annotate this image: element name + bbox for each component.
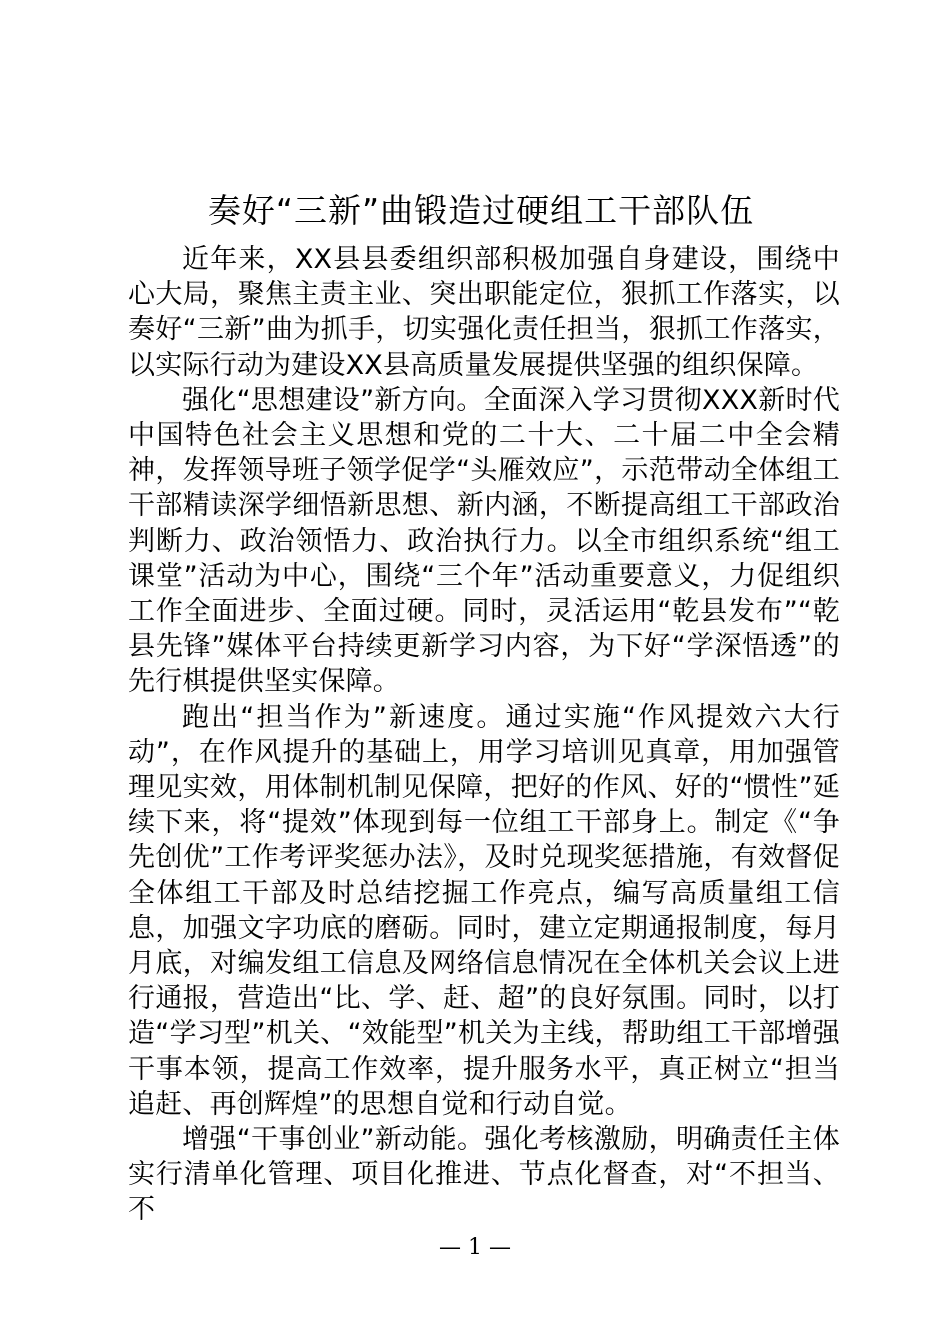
paragraph-entrepreneurship: 增强“干事创业”新动能。强化考核激励，明确责任主体实行清单化管理、项目化推进、节点化督查，对“不担当、不: [128, 1124, 840, 1226]
document-title: 奏好“三新”曲锻造过硬组工干部队伍: [207, 191, 755, 230]
document-body: [128, 242, 840, 1228]
paragraph-responsibility: 跑出“担当作为”新速度。通过实施“作风提效六大行动”，在作风提升的基础上，用学习培训见真章，用加强管理见实效，用体制机制见保障，把好的作风、好的“惯性”延续下来，将“提效”体现到每一位组工干部身上。制定《“争先创优”工作考评奖惩办法》，及时兑现奖惩措施，有效督促全体组工干部及时总结挖掘工作亮点，编写高质量组工信息，加强文字功底的磨砺。同时，建立定期通报制度，每月月底，对编发组工信息及网络信息情况在全体机关会议上进行通报，营造出“比、学、赶、超”的良好氛围。同时，以打造“学习型”机关、“效能型”机关为主线，帮助组工干部增强干事本领，提高工作效率，提升服务水平，真正树立“担当追赶、再创辉煌”的思想自觉和行动自觉。: [128, 701, 840, 1120]
page-number: — 1 —: [439, 1235, 511, 1260]
paragraph-thought-building: 强化“思想建设”新方向。全面深入学习贯彻XXX新时代中国特色社会主义思想和党的二十大、二十届二中全会精神，发挥领导班子领学促学“头雁效应”，示范带动全体组工干部精读深学细悟新思想、新内涵，不断提高组工干部政治判断力、政治领悟力、政治执行力。以全市组织系统“组工课堂”活动为中心，围绕“三个年”活动重要意义，力促组织工作全面进步、全面过硬。同时，灵活运用“乾县发布”“乾县先锋”媒体平台持续更新学习内容，为下好“学深悟透”的先行棋提供坚实保障。: [128, 384, 840, 698]
paragraph-intro: 近年来，XX县县委组织部积极加强自身建设，围绕中心大局，聚焦主责主业、突出职能定位，狠抓工作落实，以奏好“三新”曲为抓手，切实强化责任担当，狠抓工作落实，以实际行动为建设XX县高质量发展提供坚强的组织保障。: [128, 244, 840, 381]
